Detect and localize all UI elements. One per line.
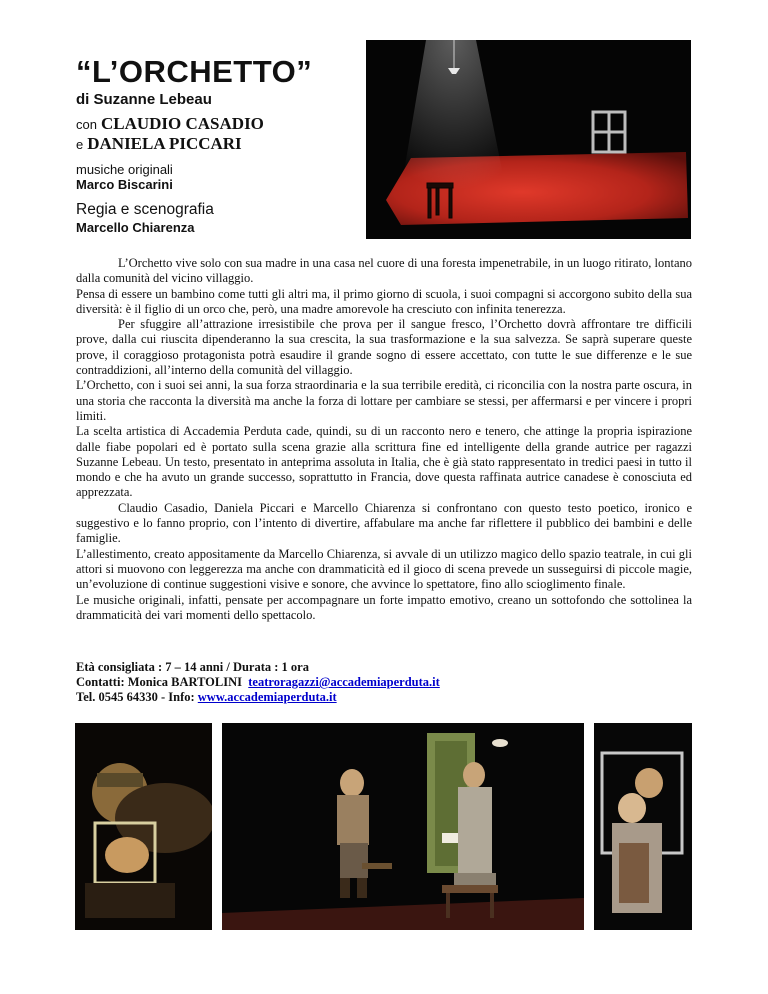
paragraph: Le musiche originali, infatti, pensate per accompagnare un forte impatto emotivo, creano un sottofondo che sottolinea la drammaticità dei vari momenti dello spettacolo. <box>76 592 692 622</box>
photo-right <box>594 723 692 930</box>
cast-line-2 <box>76 134 242 154</box>
email-link[interactable]: teatroragazzi@accademiaperduta.it <box>248 675 440 689</box>
actors-photo-graphic <box>75 723 212 930</box>
photo-left <box>75 723 212 930</box>
cast-prefix: con <box>76 117 97 132</box>
paragraph: L’allestimento, creato appositamente da Marcello Chiarenza, si avvale di un utilizzo magico dello spazio teatrale, in cui gli attori si muovono con leggerezza ma anche con drammaticità ed il gioco di scena prevede un susseguirsi di piccole magie, un’evoluzione di continue suggestioni visive e sonore, che avvince lo spettatore, fino allo scioglimento finale. <box>76 546 692 592</box>
music-label: musiche originali <box>76 162 173 177</box>
tel-line <box>76 690 440 705</box>
actors-photo-graphic <box>594 723 692 930</box>
description-text <box>76 256 692 623</box>
contacts-line <box>76 675 440 690</box>
stage-photo <box>366 40 691 239</box>
show-title: “L’ORCHETTO” <box>76 54 313 89</box>
photo-center <box>222 723 584 930</box>
tel-label: Tel. 0545 64330 - Info: <box>76 690 195 704</box>
cast-prefix: e <box>76 137 84 152</box>
stage-photo-graphic <box>222 723 584 930</box>
author-line: di Suzanne Lebeau <box>76 91 212 108</box>
director-name: Marcello Chiarenza <box>76 220 195 235</box>
stage-scene-graphic <box>366 40 691 239</box>
cast-line-1 <box>76 114 264 134</box>
age-duration: Età consigliata : 7 – 14 anni / Durata : 1 ora <box>76 660 309 674</box>
cast-name: CLAUDIO CASADIO <box>100 114 264 133</box>
contacts-label: Contatti: Monica BARTOLINI <box>76 675 243 689</box>
music-composer: Marco Biscarini <box>76 177 173 192</box>
paragraph: L’Orchetto, con i suoi sei anni, la sua forza straordinaria e la sua terribile eredità, ci riconcilia con la nostra parte oscura, in una storia che racconta la diversità ma anche la forza di lottare per cambiare se stessi, per affermarsi e per vincere i propri limiti. <box>76 378 692 423</box>
website-link[interactable]: www.accademiaperduta.it <box>197 690 337 704</box>
paragraph: L’Orchetto vive solo con sua madre in una casa nel cuore di una foresta impenetrabile, in un luogo ritirato, lontano dalla comunità del vicino villaggio. <box>76 256 692 286</box>
paragraph: La scelta artistica di Accademia Perduta cade, quindi, su di un racconto nero e tenero, che attinge la propria ispirazione dalle fiabe popolari ed è portato sulla scena grazie alla scrittura fine ed intelligente della grande autrice per ragazzi Suzanne Lebeau. Un testo, presentato in anteprima assoluta in Italia, che è già stato rappresentato in tredici paesi in tutto il mondo e che ha avuto un grande successo, soprattutto in Francia, dove questa raffinata autrice canadese è conosciuta ed apprezzata. <box>76 424 692 500</box>
paragraph: Pensa di essere un bambino come tutti gli altri ma, il primo giorno di scuola, i suoi compagni si accorgono subito della sua diversità: è il figlio di un orco che, però, una madre amorevole ha cresciuto con infinita tenerezza. <box>76 286 692 316</box>
info-block <box>76 660 440 705</box>
paragraph: Claudio Casadio, Daniela Piccari e Marcello Chiarenza si confrontano con questo testo poetico, ironico e suggestivo e lo fanno proprio, con l’intento di divertire, affabulare ma anche far riflettere il pubblico dei bambini e delle famiglie. <box>76 500 692 546</box>
cast-name: DANIELA PICCARI <box>87 134 242 153</box>
paragraph: Per sfuggire all’attrazione irresistibile che prova per il sangue fresco, l’Orchetto dovrà affrontare tre difficili prove, dalla cui riuscita dipenderanno la sua crescita, la sua trasformazione e la sua salvezza. Se saprà superare queste prove, il coraggioso protagonista potrà esaudire il grande sogno di essere accettato, con tutte le sue differenze e le sue contraddizioni, all’interno della comunità del villaggio. <box>76 317 692 378</box>
direction-label: Regia e scenografia <box>76 201 214 218</box>
